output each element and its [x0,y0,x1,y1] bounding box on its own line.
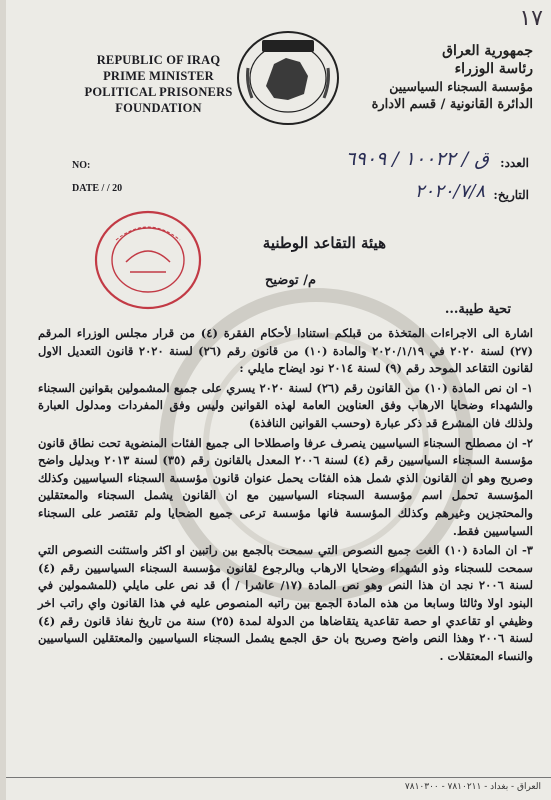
arabic-letterhead-line: مؤسسة السجناء السياسيين [389,79,533,94]
body-paragraph: ٣- ان المادة (١٠) الغت جميع النصوص التي سمحت بالجمع بين راتبين او اكثر واستثنت النصوص التي سمحت للسجناء وذو الشهداء وضحايا الارهاب وبالرجوع لقانون مؤسسة السجناء السياسيين رقم (٤) لسنة ٢٠٠٦ نجد ان هذا النص وهو نص المادة (١٧/ عاشرا / أ) قد نص على مايلي (للمشمولين في البنود اولا وثالثا وسابعا من هذه المادة الجمع بين راتبه المنصوص عليه في هذا القانون واي راتب اخر وظيفي او تقاعدي او حصة تقاعدية يتقاضاها من الدولة لمدة (٢٥) سنة من تاريخ نفاذ قانون رقم (٤) لسنة ٢٠٠٦ وهذا النص واضح وصريح بان حق الجمع يشمل السجناء السياسيين والمعتقلين السياسيين والنساء المعتقلات . [38,543,533,663]
arabic-date-value: ٢٠٢٠/٧/٨ [414,181,485,202]
arabic-letterhead-line: الدائرة القانونية / قسم الادارة [371,97,533,112]
english-letterhead-line: FOUNDATION [115,101,202,115]
subject: م/ توضيح [264,273,316,288]
english-date-label: DATE / / 20 [72,183,123,194]
arabic-date-label: التاريخ: [493,188,529,202]
body-paragraph: ١- ان نص المادة (١٠) من القانون رقم (٢٦) لسنة ٢٠٢٠ يسري على جميع المشمولين بقوانين السجناء والشهداء وضحايا الارهاب وفق العناوين العامة لهذه القوانين وليس وفق المفردات ومدلول العبارة ولذلك فان المشرع قد ذكر عبارة (وحسب القوانين النافذة) [38,380,533,430]
english-letterhead-line: PRIME MINISTER [103,69,214,83]
foundation-logo [234,28,342,128]
arabic-letterhead-line: رئاسة الوزراء [454,61,533,77]
greeting: تحية طيبة... [444,302,511,317]
page-footer [6,777,551,800]
english-letterhead-line: POLITICAL PRISONERS [84,85,233,99]
handwritten-page-number: ١٧ [519,6,543,31]
letter-page [6,0,551,800]
arabic-letterhead [372,42,533,114]
body-paragraph: اشارة الى الاجراءات المتخذة من قبلكم استنادا لأحكام الفقرة (٤) من قرار مجلس الوزراء المرقم (٢٧) لسنة ٢٠٢٠ في ٢٠٢٠/١/١٩ والمادة (١٠) من قانون رقم (٢٦) لسنة ٢٠٢٠ قانون التعديل الاول لقانون التقاعد الموحد رقم (٩) لسنة ٢٠١٤ نود ايضاح مايلي : [38,326,533,376]
english-no-label: NO: [72,160,91,171]
arabic-number-label: العدد: [500,156,529,170]
english-letterhead-line: REPUBLIC OF IRAQ [96,53,221,67]
recipient: هيئة التقاعد الوطنية [262,234,386,252]
english-letterhead [76,52,241,116]
footer-address: العراق - بغداد - ٧٨١٠٢١١ - ٧٨١٠٣٠٠ [404,782,541,792]
arabic-number-value: ق / ١٠٠٢٢ / ٦٩٠٩ [345,148,489,170]
body-paragraph: ٢- ان مصطلح السجناء السياسيين ينصرف عرفا واصطلاحا الى جميع الفئات المنضوية تحت نطاق قانون مؤسسة السجناء السياسيين رقم (٤) لسنة ٢٠٠٦ المعدل بالقانون رقم (٣٥) لسنة ٢٠١٣ وبدليل واضح وصريح وهو ان القانون الذي شمل هذه الفئات يحمل عنوان قانون مؤسسة السجناء السياسيين وكذلك المؤسسة تحمل اسم مؤسسة السجناء السياسيين مع ان القانون يشمل السجناء والمعتقلين والمحتجزين وغيرهم وكذلك المؤسسة فانها مؤسسة ترعى جميع الضحايا ولم تقتصر على السجناء السياسيين فقط. [38,435,534,538]
arabic-letterhead-line: جمهورية العراق [442,43,533,59]
letter-body [38,325,533,667]
